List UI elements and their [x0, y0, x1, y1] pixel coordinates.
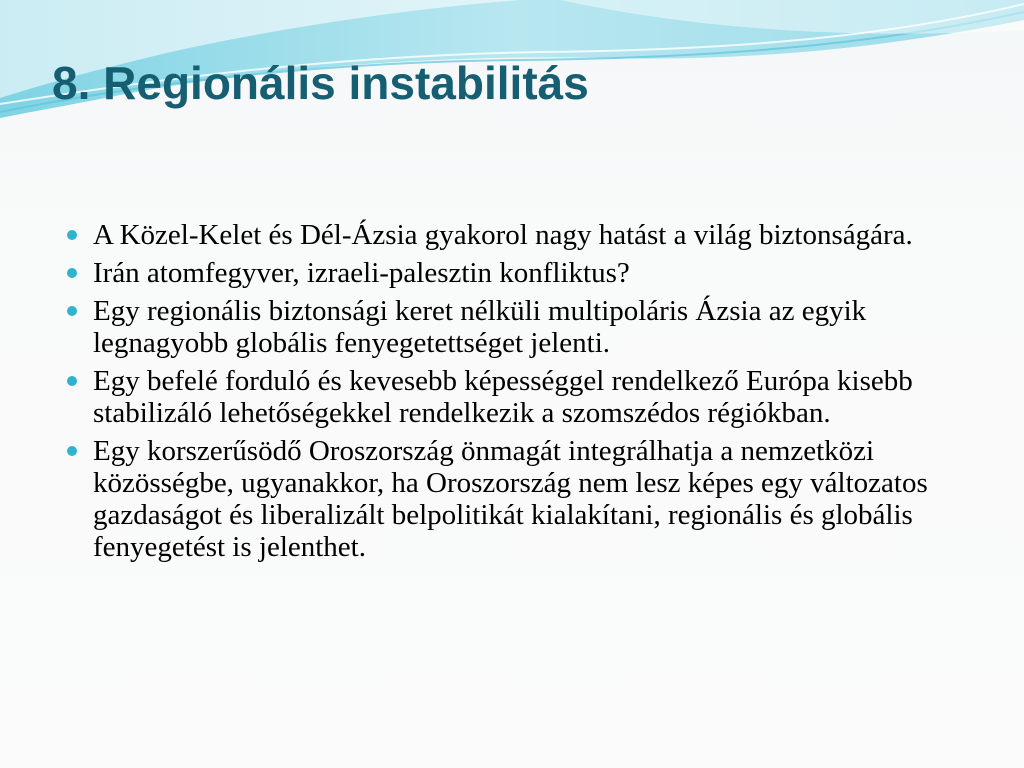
- bullet-icon: [67, 306, 77, 316]
- bullet-icon: [67, 376, 77, 386]
- bullet-text: Egy befelé forduló és kevesebb képességgel rendelkező Európa kisebb stabilizáló lehetőségekkel rendelkezik a szomszédos régiókban.: [93, 365, 913, 429]
- list-item: [62, 295, 962, 359]
- bullet-icon: [67, 230, 77, 240]
- bullet-text: A Közel-Kelet és Dél-Ázsia gyakorol nagy hatást a világ biztonságára.: [93, 219, 913, 251]
- bullet-icon: [67, 446, 77, 456]
- bullet-text: Egy korszerűsödő Oroszország önmagát integrálhatja a nemzetközi közösségbe, ugyanakkor, ha Oroszország nem lesz képes egy változatos gazdaságot és liberalizált belpolitikát kialakítani, regionális és globális fenyegetést is jelenthet.: [93, 435, 928, 563]
- list-item: [62, 365, 962, 429]
- bullet-text: Irán atomfegyver, izraeli-palesztin konfliktus?: [93, 257, 630, 289]
- bullet-icon: [67, 268, 77, 278]
- list-item: [62, 219, 962, 251]
- slide-title: 8. Regionális instabilitás: [52, 57, 589, 109]
- list-item: [62, 435, 962, 563]
- list-item: [62, 257, 962, 289]
- bullet-list: [62, 219, 962, 569]
- bullet-text: Egy regionális biztonsági keret nélküli multipoláris Ázsia az egyik legnagyobb globális fenyegetettséget jelenti.: [93, 295, 867, 359]
